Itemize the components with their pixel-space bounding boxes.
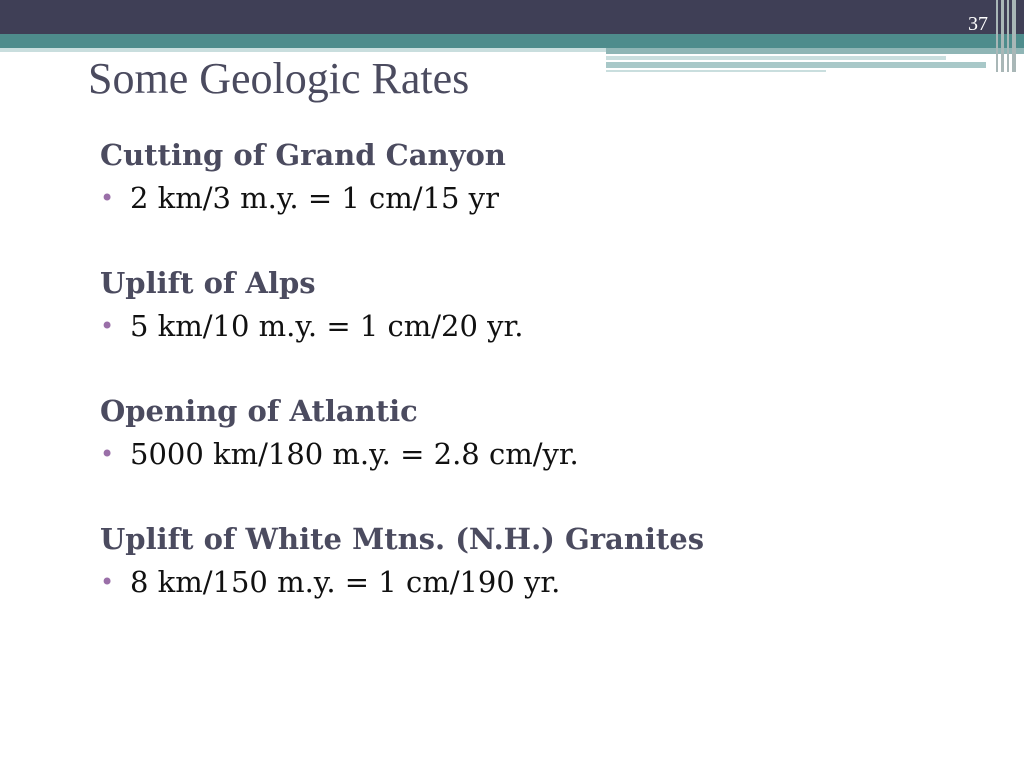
bullet-dot-icon: •: [100, 440, 115, 468]
decorative-line: [1012, 0, 1016, 72]
bullet-item: [100, 433, 980, 476]
section-heading: Uplift of Alps: [100, 266, 316, 300]
bullet-text: 5 km/10 m.y. = 1 cm/20 yr.: [130, 309, 524, 343]
rate-section: [100, 390, 980, 476]
bullet-item: [100, 177, 980, 220]
bullet-item: [100, 305, 980, 348]
section-heading: Uplift of White Mtns. (N.H.) Granites: [100, 522, 705, 556]
slide-title: Some Geologic Rates: [88, 54, 470, 103]
bullet-text: 8 km/150 m.y. = 1 cm/190 yr.: [130, 565, 561, 599]
bullet-dot-icon: •: [100, 568, 115, 596]
rate-section: [100, 262, 980, 348]
header-accent-stripe: [606, 70, 826, 72]
section-heading: Opening of Atlantic: [100, 394, 418, 428]
bullet-text: 5000 km/180 m.y. = 2.8 cm/yr.: [130, 437, 579, 471]
rate-section: [100, 134, 980, 220]
decorative-vertical-lines: [996, 0, 1020, 72]
bullet-text: 2 km/3 m.y. = 1 cm/15 yr: [130, 181, 499, 215]
slide-content: [100, 134, 980, 646]
decorative-line: [1007, 0, 1009, 72]
header-accent-stripe: [606, 48, 1024, 54]
decorative-line: [1001, 0, 1004, 72]
bullet-item: [100, 561, 980, 604]
header-teal-band: [0, 34, 1024, 48]
header-accent-stripe: [606, 62, 986, 68]
decorative-line: [996, 0, 998, 72]
rate-section: [100, 518, 980, 604]
header-bar: [0, 0, 1024, 34]
bullet-dot-icon: •: [100, 184, 115, 212]
section-heading: Cutting of Grand Canyon: [100, 138, 506, 172]
slide-number: 37: [968, 13, 988, 35]
header-accent-stripe: [606, 56, 946, 60]
bullet-dot-icon: •: [100, 312, 115, 340]
